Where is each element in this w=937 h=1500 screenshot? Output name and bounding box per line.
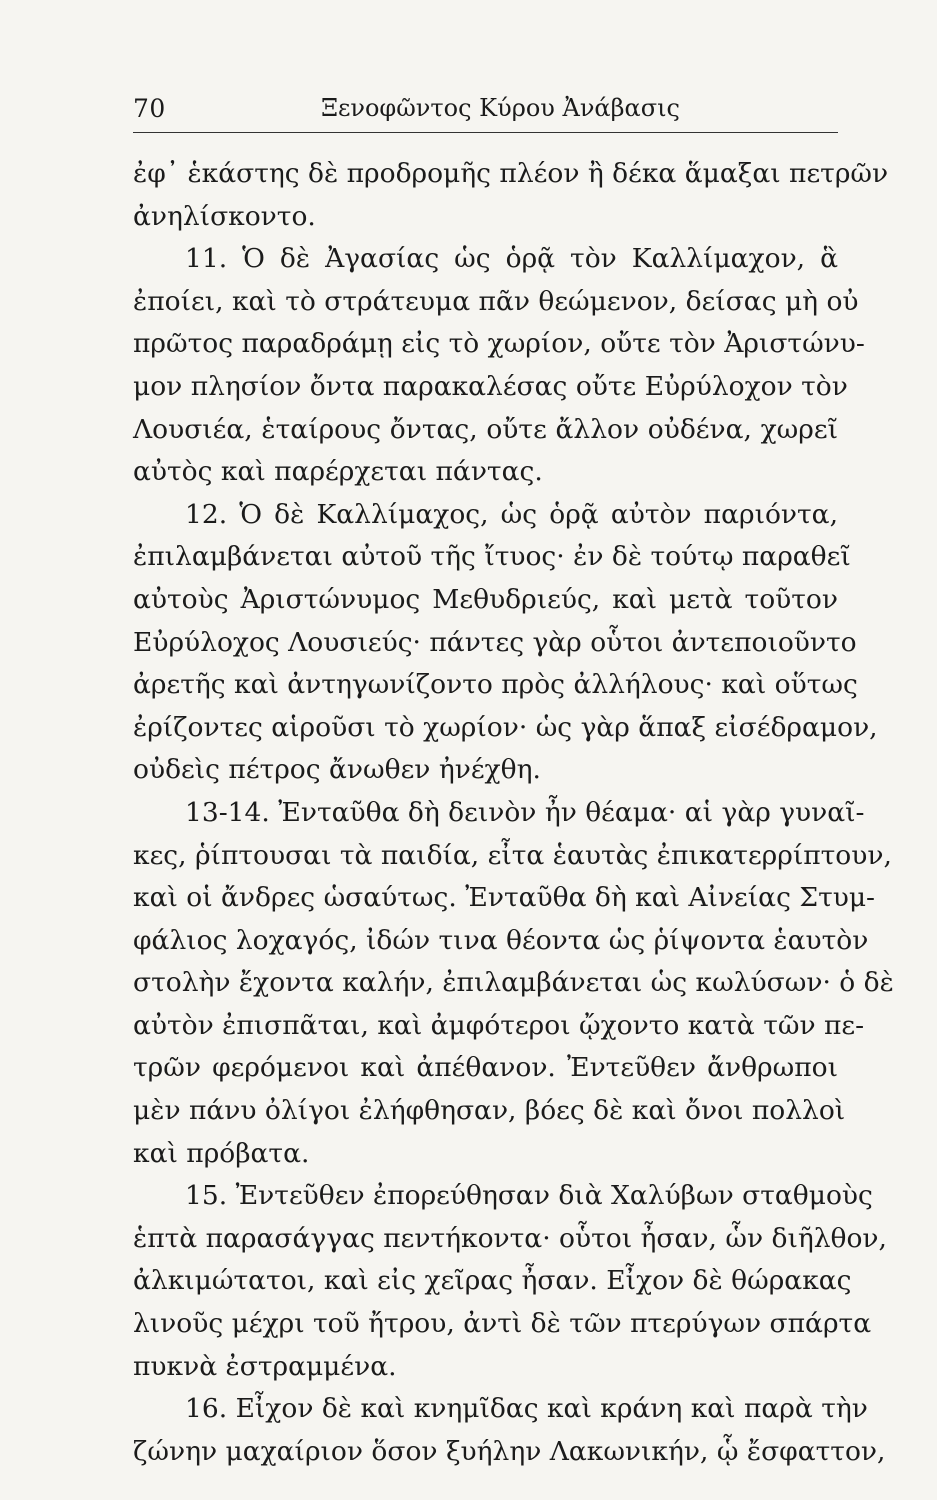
text-line: αὐτὸν ἐπισπᾶται, καὶ ἀμφότεροι ᾤχοντο κατὰ τῶν πε- — [133, 1009, 865, 1041]
text-line: αὐτοὺς Ἀριστώνυμος Μεθυδριεύς, καὶ μετὰ τοῦτον — [133, 583, 838, 615]
text-line: 16. Εἶχον δὲ καὶ κνημῖδας καὶ κράνη καὶ παρὰ τὴν — [185, 1393, 868, 1425]
page-number: 70 — [133, 94, 166, 123]
text-line: 11. Ὁ δὲ Ἀγασίας ὡς ὁρᾷ τὸν Καλλίμαχον, ἃ — [185, 243, 838, 275]
body-text — [133, 153, 894, 1473]
text-line: μὲν πάνυ ὀλίγοι ἐλήφθησαν, βόες δὲ καὶ ὄνοι πολλοὶ — [133, 1095, 846, 1127]
text-line: λινοῦς μέχρι τοῦ ἤτρου, ἀντὶ δὲ τῶν πτερύγων σπάρτα — [133, 1308, 872, 1340]
text-line: Λουσιέα, ἑταίρους ὄντας, οὔτε ἄλλον οὐδένα, χωρεῖ — [133, 413, 838, 445]
text-line: ἐφ᾽ ἑκάστης δὲ προδρομῆς πλέον ἢ δέκα ἅμαξαι πετρῶν — [133, 158, 889, 189]
text-line: οὐδεὶς πέτρος ἄνωθεν ἠνέχθη. — [133, 754, 541, 786]
text-line: φάλιος λοχαγός, ἰδών τινα θέοντα ὡς ῥίψοντα ἑαυτὸν — [133, 924, 869, 956]
text-line: Εὐρύλοχος Λουσιεύς· πάντες γὰρ οὗτοι ἀντεποιοῦντο — [133, 626, 857, 658]
text-line: μον πλησίον ὄντα παρακαλέσας οὔτε Εὐρύλοχον τὸν — [133, 370, 848, 402]
text-line: στολὴν ἔχοντα καλήν, ἐπιλαμβάνεται ὡς κωλύσων· ὁ δὲ — [133, 967, 894, 999]
text-line: 15. Ἐντεῦθεν ἐπορεύθησαν διὰ Χαλύβων σταθμοὺς — [185, 1180, 873, 1212]
text-line: 12. Ὁ δὲ Καλλίμαχος, ὡς ὁρᾷ αὐτὸν παριόντα, — [185, 498, 838, 530]
text-line: ἀνηλίσκοντο. — [133, 200, 316, 232]
text-line: πυκνὰ ἐστραμμένα. — [133, 1350, 397, 1382]
text-line: καὶ πρόβατα. — [133, 1137, 310, 1169]
text-line: ἐποίει, καὶ τὸ στράτευμα πᾶν θεώμενον, δείσας μὴ οὐ — [133, 285, 859, 317]
text-line: τρῶν φερόμενοι καὶ ἀπέθανον. Ἐντεῦθεν ἄνθρωποι — [133, 1052, 838, 1084]
text-line: ἐπιλαμβάνεται αὐτοῦ τῆς ἴτυος· ἐν δὲ τούτῳ παραθεῖ — [133, 541, 851, 573]
text-line: αὐτὸς καὶ παρέρχεται πάντας. — [133, 456, 543, 488]
text-line: ἀρετῆς καὶ ἀντηγωνίζοντο πρὸς ἀλλήλους· καὶ οὕτως — [133, 669, 858, 701]
text-line: ἑπτὰ παρασάγγας πεντήκοντα· οὗτοι ἦσαν, ὧν διῆλθον, — [133, 1222, 887, 1254]
text-line: καὶ οἱ ἄνδρες ὡσαύτως. Ἐνταῦθα δὴ καὶ Αἰνείας Στυμ- — [133, 882, 876, 914]
page-header — [133, 92, 838, 133]
text-line: ζώνην μαχαίριον ὅσον ξυήλην Λακωνικήν, ᾧ ἔσφαττον, — [133, 1435, 886, 1467]
text-line: κες, ῥίπτουσαι τὰ παιδία, εἶτα ἑαυτὰς ἐπικατερρίπτουν, — [133, 839, 892, 871]
text-line: ἀλκιμώτατοι, καὶ εἰς χεῖρας ἦσαν. Εἶχον δὲ θώρακας — [133, 1265, 852, 1297]
running-title: Ξενοφῶντος Κύρου Ἀνάβασις — [321, 94, 680, 122]
text-line: 13-14. Ἐνταῦθα δὴ δεινὸν ἦν θέαμα· αἱ γὰρ γυναῖ- — [185, 796, 865, 828]
text-line: πρῶτος παραδράμῃ εἰς τὸ χωρίον, οὔτε τὸν Ἀριστώνυ- — [133, 328, 865, 360]
text-line: ἐρίζοντες αἱροῦσι τὸ χωρίον· ὡς γὰρ ἅπαξ εἰσέδραμον, — [133, 711, 878, 743]
